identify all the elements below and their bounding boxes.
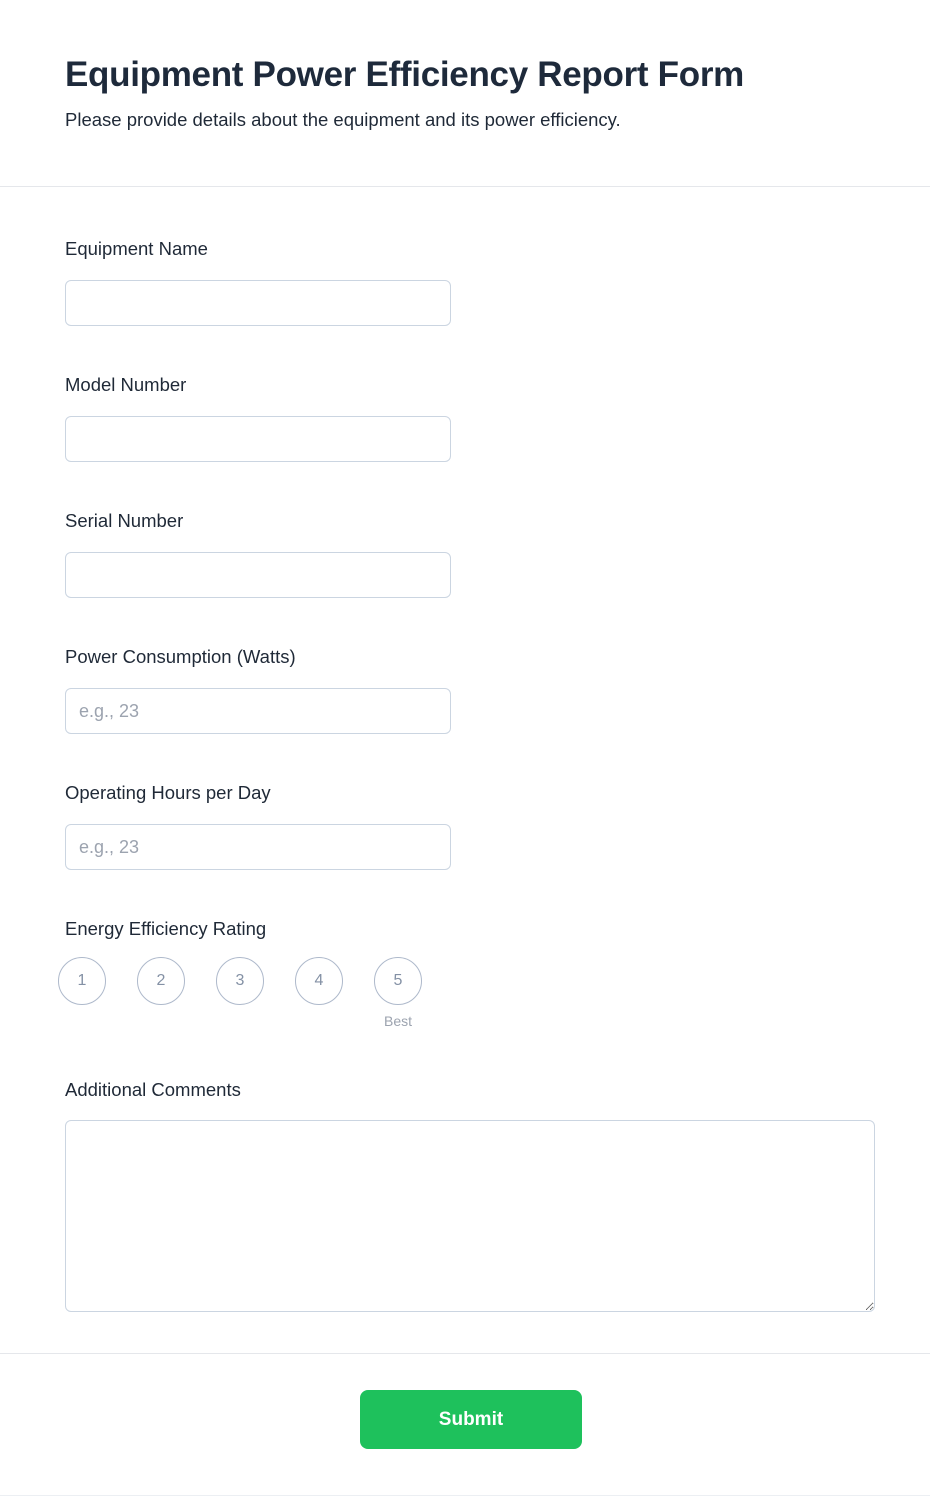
header-divider: [0, 186, 930, 187]
rating-option-4[interactable]: 4: [295, 957, 343, 1005]
rating-option-wrap: [374, 957, 422, 1029]
field-additional-comments: [65, 1079, 865, 1312]
additional-comments-label: Additional Comments: [65, 1079, 241, 1100]
model-number-input[interactable]: [65, 416, 451, 462]
equipment-name-input[interactable]: [65, 280, 451, 326]
field-energy-efficiency-rating: [65, 918, 865, 1029]
rating-option-wrap: [295, 957, 343, 1005]
rating-option-1[interactable]: 1: [58, 957, 106, 1005]
form-header: [0, 0, 930, 132]
rating-option-wrap: [216, 957, 264, 1005]
submit-row: [0, 1390, 930, 1449]
footer-divider: [0, 1353, 930, 1354]
operating-hours-input[interactable]: [65, 824, 451, 870]
rating-option-5[interactable]: 5: [374, 957, 422, 1005]
additional-comments-textarea[interactable]: [65, 1120, 875, 1312]
page-bottom-border: [0, 1495, 930, 1496]
field-equipment-name: [65, 238, 865, 326]
page-title: Equipment Power Efficiency Report Form: [65, 55, 744, 94]
best-label: Best: [383, 1013, 412, 1029]
field-serial-number: [65, 510, 865, 598]
power-consumption-label: Power Consumption (Watts): [65, 646, 296, 667]
rating-option-3[interactable]: 3: [216, 957, 264, 1005]
field-model-number: [65, 374, 865, 462]
field-power-consumption: [65, 646, 865, 734]
power-consumption-input[interactable]: [65, 688, 451, 734]
page-subtitle: Please provide details about the equipment and its power efficiency.: [65, 109, 621, 130]
rating-option-wrap: [137, 957, 185, 1005]
model-number-label: Model Number: [65, 374, 187, 395]
serial-number-label: Serial Number: [65, 510, 184, 531]
rating-option-wrap: [58, 957, 106, 1005]
operating-hours-label: Operating Hours per Day: [65, 782, 271, 803]
field-operating-hours: [65, 782, 865, 870]
serial-number-input[interactable]: [65, 552, 451, 598]
rating-options-row: [58, 957, 865, 1029]
submit-button[interactable]: Submit: [360, 1390, 582, 1449]
equipment-name-label: Equipment Name: [65, 238, 208, 259]
energy-efficiency-rating-label: Energy Efficiency Rating: [65, 918, 267, 939]
rating-option-2[interactable]: 2: [137, 957, 185, 1005]
form-body: [0, 238, 930, 1312]
